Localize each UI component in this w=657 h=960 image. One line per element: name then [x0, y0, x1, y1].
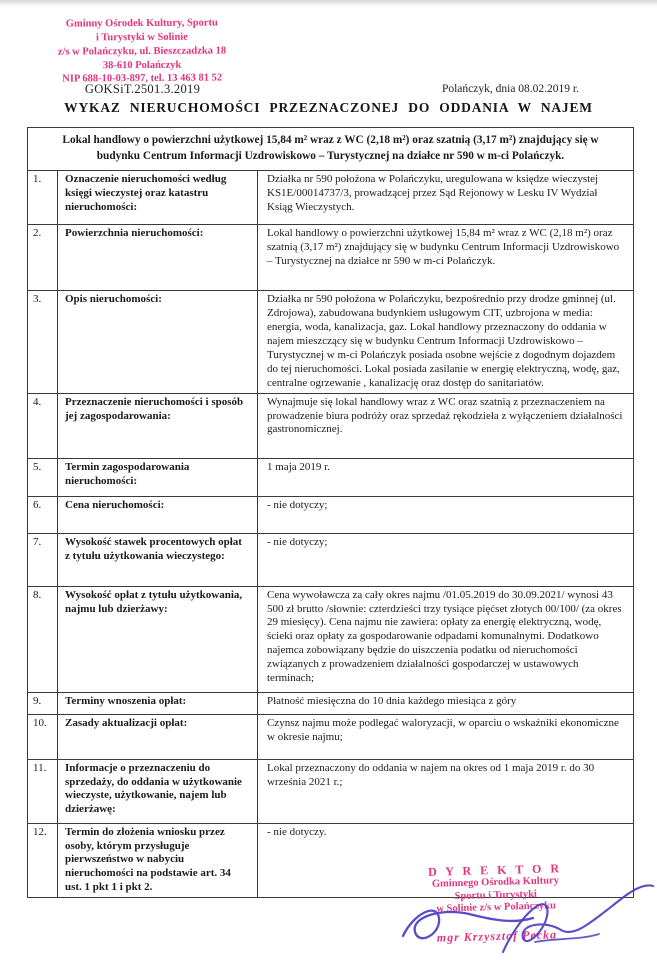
row-label: Przeznaczenie nieruchomości i sposób jej zagospodarowania:: [58, 394, 258, 458]
table-row: [28, 715, 633, 760]
row-value: - nie dotyczy.: [267, 825, 327, 838]
row-number: 7.: [28, 534, 58, 586]
row-number: 2.: [28, 225, 58, 290]
table-row: [28, 394, 633, 459]
sender-stamp: [36, 16, 248, 87]
row-label: Termin do złożenia wniosku przez osoby, którym przysługuje pierwszeństwo w nabyciu nieruchomości na podstawie art. 34 ust. 1 pkt 1 i pkt 2.: [58, 824, 258, 898]
row-label: Termin zagospodarowania nieruchomości:: [58, 459, 258, 496]
signature-stamp-title: D Y R E K T O R: [427, 861, 563, 879]
table-row: [28, 225, 633, 291]
row-number: 9.: [28, 693, 58, 714]
row-number: 8.: [28, 587, 58, 692]
row-value: Cena wywoławcza za cały okres najmu /01.05.2019 do 30.09.2021/ wynosi 43 500 zł brutto /słownie: czterdzieści trzy tysiące pięćset złotych 00/100/ (za okres 29 miesięcy). Cena najmu nie zawiera: opłaty za energię elektryczną, wodę, ścieki oraz opłaty za gospodarowanie odpadami komunalnymi. Dodatkowo najemca zobowiązany będzie do uiszczenia podatku od nieruchomości związanych z prowadzeniem działalności gospodarczej w ustawowych terminach;: [267, 588, 622, 685]
row-label: Zasady aktualizacji opłat:: [58, 715, 258, 759]
row-label: Cena nieruchomości:: [58, 497, 258, 533]
row-label: Oznaczenie nieruchomości według księgi wieczystej oraz katastru nieruchomości:: [58, 171, 258, 224]
row-label: Wysokość stawek procentowych opłat z tytułu użytkowania wieczystego:: [58, 534, 258, 586]
row-value: Wynajmuje się lokal handlowy wraz z WC oraz szatnią z przeznaczeniem na prowadzenie biura podróży oraz sprzedaż rękodzieła z wyłączeniem działalności gastronomicznej.: [267, 395, 623, 436]
row-number: 1.: [28, 171, 58, 224]
sender-stamp-line: z/s w Polańczyku, ul. Bieszczadzka 18: [57, 45, 227, 58]
row-value: - nie dotyczy;: [267, 535, 328, 548]
row-number: 3.: [28, 291, 58, 393]
row-value: Lokal przeznaczony do oddania w najem na okres od 1 maja 2019 r. do 30 września 2021 r.;: [267, 761, 595, 788]
row-label: Opis nieruchomości:: [58, 291, 258, 393]
sender-stamp-line: i Turystyki w Solinie: [95, 31, 188, 44]
row-value: Płatność miesięczna do 10 dnia każdego miesiąca z góry: [267, 694, 517, 707]
table-subject-header: Lokal handlowy o powierzchni użytkowej 15,84 m² wraz z WC (2,18 m²) oraz szatnią (3,17 m²) znajdujący się w budynku Centrum Informacji Uzdrowiskowo – Turystycznej na działce nr 590 w m-ci Polańczyk.: [28, 128, 633, 171]
row-number: 11.: [28, 760, 58, 823]
row-value: Działka nr 590 położona w Polańczyku, bezpośrednio przy drodze gminnej (ul. Zdrojowa), zabudowana budynkiem usługowym CIT, uzbrojona w media: energia, woda, kanalizacja, gaz. Lokal handlowy przeznaczony do oddania w najem mieszczący się w budynku Centrum Informacji Uzdrowiskowo – Turystycznej w m-ci Polańczyk posiada osobne wejście z dogodnym dojazdem do tej nieruchomości. Lokal posiada zasilanie w energię elektryczną, wodę, gaz, centralne ogrzewanie , kanalizację oraz dostęp do sanitariatów.: [267, 292, 620, 389]
table-row: [28, 760, 633, 824]
page-title: WYKAZ NIERUCHOMOŚCI PRZEZNACZONEJ DO ODDANIA W NAJEM: [64, 100, 593, 115]
row-value: Lokal handlowy o powierzchni użytkowej 15,84 m² wraz z WC (2,18 m²) oraz szatnią (3,17 m²) znajdujący się w budynku Centrum Informacji Uzdrowiskowo – Turystycznej na działce nr 590 w m-ci Polańczyk.: [267, 226, 620, 267]
table-row: [28, 459, 633, 497]
row-label: Wysokość opłat z tytułu użytkowania, najmu lub dzierżawy:: [58, 587, 258, 692]
row-label: Informacje o przeznaczeniu do sprzedaży, do oddania w użytkowanie wieczyste, użytkowanie, najem lub dzierżawę:: [58, 760, 258, 823]
row-value: Działka nr 590 położona w Polańczyku, uregulowana w księdze wieczystej KS1E/00014737/3, prowadzącej przez Sąd Rejonowy w Lesku IV Wydział Ksiąg Wieczystych.: [267, 172, 599, 213]
row-number: 5.: [28, 459, 58, 496]
signature-stamp-line: Gminnego Ośrodka Kultury: [431, 875, 560, 891]
row-value: - nie dotyczy;: [267, 498, 328, 511]
scan-top-edge-artifact: [0, 0, 657, 7]
table-row: [28, 171, 633, 225]
row-value: Czynsz najmu może podlegać waloryzacji, w oparciu o wskaźniki ekonomiczne w okresie najmu;: [267, 716, 619, 743]
table-row: [28, 291, 633, 394]
sender-stamp-line: Gminny Ośrodek Kultury, Sportu: [65, 17, 218, 30]
signature-stamp: [367, 859, 625, 947]
table-row: [28, 693, 633, 715]
sender-stamp-line: 38-610 Polańczyk: [102, 59, 182, 71]
table-row: [28, 587, 633, 693]
table-row: [28, 497, 633, 534]
sender-stamp-line: NIP 688-10-03-897, tel. 13 463 81 52: [62, 72, 223, 85]
property-table: [27, 127, 634, 898]
row-number: 12.: [28, 824, 58, 898]
row-number: 10.: [28, 715, 58, 759]
row-value: 1 maja 2019 r.: [267, 460, 330, 473]
signatory-name: mgr Krzysztof Pecka: [436, 926, 558, 945]
row-number: 6.: [28, 497, 58, 533]
reference-number: GOKSiT.2501.3.2019: [84, 82, 201, 96]
signature-stamp-line: Sportu i Turystyki: [454, 888, 538, 902]
row-number: 4.: [28, 394, 58, 458]
signature-stamp-line: w Solinie z/s w Polańczyku: [436, 900, 557, 915]
place-and-date: Polańczyk, dnia 08.02.2019 r.: [441, 83, 579, 95]
row-label: Powierzchnia nieruchomości:: [58, 225, 258, 290]
table-row: [28, 534, 633, 587]
row-label: Terminy wnoszenia opłat:: [58, 693, 258, 714]
